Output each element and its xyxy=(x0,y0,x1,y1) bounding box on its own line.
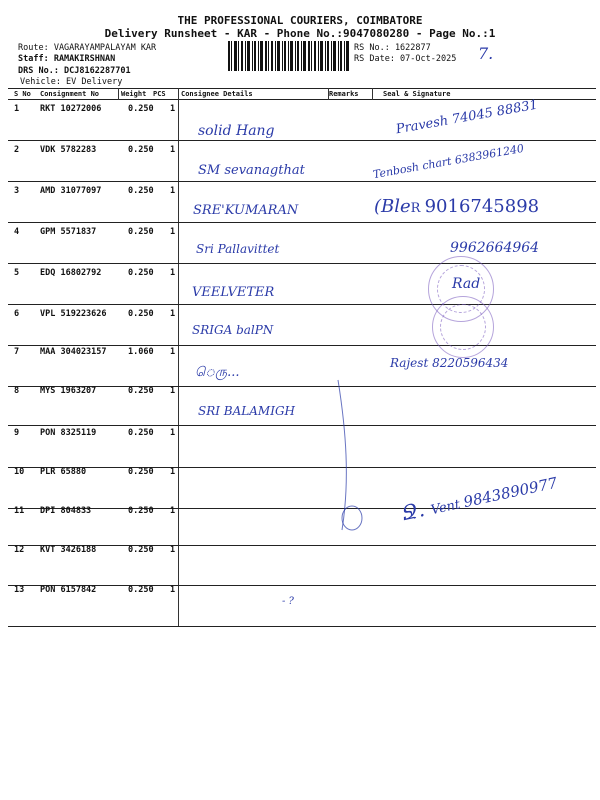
row-weight: 0.250 xyxy=(128,428,154,438)
row-consignment: PON 6157842 xyxy=(40,585,97,595)
row-sno: 3 xyxy=(14,186,20,196)
row-separator xyxy=(8,263,596,264)
row-consignment: MYS 1963207 xyxy=(40,386,97,396)
row-pcs: 1 xyxy=(170,145,176,155)
row-pcs: 1 xyxy=(170,545,176,555)
row-signature: 9962664964 xyxy=(450,240,540,256)
row-signature: (BleR 9016745898 xyxy=(374,196,540,217)
row-pcs: 1 xyxy=(170,186,176,196)
row-pcs: 1 xyxy=(170,386,176,396)
row-sno: 5 xyxy=(14,268,20,278)
row-separator xyxy=(8,304,596,305)
row-pcs: 1 xyxy=(170,585,176,595)
rs-number: RS No.: 1622877 xyxy=(354,43,431,53)
row-weight: 0.250 xyxy=(128,104,154,114)
row-separator xyxy=(8,222,596,223)
row-separator xyxy=(8,467,596,468)
stray-mark: - ? xyxy=(282,596,294,607)
row-consignment: VPL 519223626 xyxy=(40,309,107,319)
header-divider xyxy=(118,88,119,100)
row-sno: 11 xyxy=(14,506,25,516)
row-weight: 0.250 xyxy=(128,467,154,477)
row-sno: 8 xyxy=(14,386,20,396)
row-consignee: SRIGA balPN xyxy=(192,323,274,337)
row-consignment: KVT 3426188 xyxy=(40,545,97,555)
row-signature: Ջ. Vent 9843890977 xyxy=(399,473,559,526)
row-signature: Tenbosh chart 6383961240 xyxy=(372,141,525,182)
row-consignment: VDK 5782283 xyxy=(40,145,97,155)
row-separator xyxy=(8,181,596,182)
row-consignment: EDQ 16802792 xyxy=(40,268,102,278)
col-header-weight: Weight xyxy=(121,90,147,98)
barcode xyxy=(228,41,349,71)
drs-number: DRS No.: DCJ8162287701 xyxy=(18,66,131,76)
col-header-pcs: PCS xyxy=(153,90,166,98)
row-consignee: Sri Pallavittet xyxy=(196,242,280,256)
row-weight: 0.250 xyxy=(128,386,154,396)
row-consignee: VEELVETER xyxy=(192,285,275,300)
round-stamp xyxy=(432,296,494,358)
row-sno: 6 xyxy=(14,309,20,319)
company-title: THE PROFESSIONAL COURIERS, COIMBATORE xyxy=(177,14,423,27)
row-separator xyxy=(8,508,596,509)
row-consignment: MAA 304023157 xyxy=(40,347,107,357)
route-label: Route: VAGARAYAMPALAYAM KAR xyxy=(18,43,157,53)
stamp-signature-scribble: Rad xyxy=(452,276,481,292)
row-pcs: 1 xyxy=(170,428,176,438)
row-weight: 0.250 xyxy=(128,186,154,196)
row-separator xyxy=(8,140,596,141)
row-weight: 0.250 xyxy=(128,585,154,595)
row-sno: 9 xyxy=(14,428,20,438)
row-consignment: PLR 65880 xyxy=(40,467,87,477)
col-header-remarks: Remarks xyxy=(329,90,359,98)
row-consignment: RKT 10272006 xyxy=(40,104,102,114)
row-pcs: 1 xyxy=(170,347,176,357)
row-weight: 0.250 xyxy=(128,309,154,319)
row-sno: 1 xyxy=(14,104,20,114)
vehicle-label: Vehicle: EV Delivery xyxy=(20,77,123,87)
row-pcs: 1 xyxy=(170,268,176,278)
runsheet-subtitle: Delivery Runsheet - KAR - Phone No.:9047080280 - Page No.:1 xyxy=(104,27,496,40)
table-header-border xyxy=(8,99,596,100)
row-pcs: 1 xyxy=(170,309,176,319)
row-weight: 1.060 xyxy=(128,347,154,357)
row-consignment: GPM 5571837 xyxy=(40,227,97,237)
row-weight: 0.250 xyxy=(128,145,154,155)
row-separator xyxy=(8,345,596,346)
row-consignee: solid Hang xyxy=(198,123,275,139)
row-pcs: 1 xyxy=(170,104,176,114)
row-pcs: 1 xyxy=(170,506,176,516)
row-separator xyxy=(8,626,596,627)
col-header-consignee: Consignee Details xyxy=(181,90,253,98)
row-sno: 4 xyxy=(14,227,20,237)
row-signature: Rajest 8220596434 xyxy=(390,356,509,370)
row-consignment: AMD 31077097 xyxy=(40,186,102,196)
row-weight: 0.250 xyxy=(128,506,154,516)
row-sno: 12 xyxy=(14,545,25,555)
row-pcs: 1 xyxy=(170,227,176,237)
corner-handwritten-mark: 7. xyxy=(478,44,494,63)
staff-label: Staff: RAMAKIRSHNAN xyxy=(18,54,116,64)
col-header-sno: S No xyxy=(14,90,31,98)
row-consignee-scribble: ெரு... xyxy=(195,365,240,380)
row-sno: 2 xyxy=(14,145,20,155)
col-header-seal: Seal & Signature xyxy=(383,90,451,98)
row-sno: 7 xyxy=(14,347,20,357)
row-consignee: SM sevanagthat xyxy=(198,163,305,178)
row-weight: 0.250 xyxy=(128,545,154,555)
ink-stroke xyxy=(320,370,380,550)
row-consignment: PON 8325119 xyxy=(40,428,97,438)
row-weight: 0.250 xyxy=(128,268,154,278)
row-consignee: SRE'KUMARAN xyxy=(193,203,299,218)
row-sno: 10 xyxy=(14,467,25,477)
round-stamp-inner xyxy=(440,304,486,350)
row-pcs: 1 xyxy=(170,467,176,477)
header-divider xyxy=(372,88,373,100)
col-header-consignment: Consignment No xyxy=(40,90,100,98)
table-top-border xyxy=(8,88,596,89)
row-sno: 13 xyxy=(14,585,25,595)
row-signature: Pravesh 74045 88831 xyxy=(394,97,539,138)
rs-date: RS Date: 07-Oct-2025 xyxy=(354,54,457,64)
row-consignee: SRI BALAMIGH xyxy=(198,404,296,418)
row-separator xyxy=(8,425,596,426)
row-consignment: DPI 804833 xyxy=(40,506,92,516)
row-weight: 0.250 xyxy=(128,227,154,237)
